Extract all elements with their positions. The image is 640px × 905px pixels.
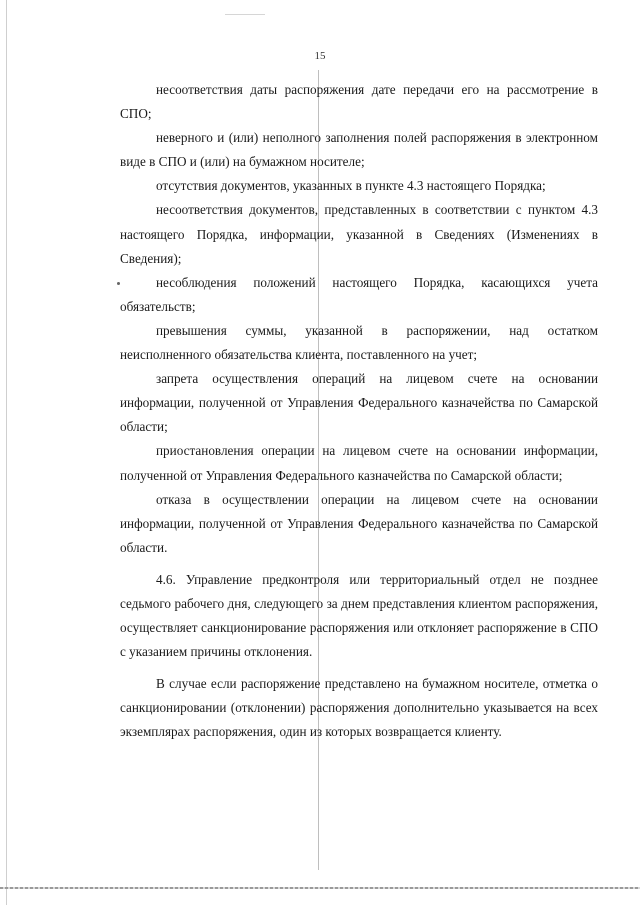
- scan-left-edge: [6, 0, 7, 905]
- document-body: [120, 78, 598, 745]
- paragraph: В случае если распоряжение представлено на бумажном носителе, отметка о санкционировании (отклонении) распоряжения дополнительно указывается на всех экземплярах распоряжения, один из которых возвращается клиенту.: [120, 676, 598, 740]
- paragraph: приостановления операции на лицевом счете на основании информации, полученной от Управления Федерального казначейства по Самарской области;: [120, 443, 598, 483]
- page-number: 15: [314, 50, 326, 62]
- paragraph: запрета осуществления операций на лицевом счете на основании информации, полученной от Управления Федерального казначейства по Самарской области;: [120, 371, 598, 435]
- paragraph-section-4-6: 4.6. Управление предконтроля или территориальный отдел не позднее седьмого рабочего дня, следующего за днем представления клиентом распоряжения, осуществляет санкционирование распоряжения или отклоняет распоряжение в СПО с указанием причины отклонения.: [120, 571, 598, 660]
- paragraph: неверного и (или) неполного заполнения полей распоряжения в электронном виде в СПО и (или) на бумажном носителе;: [120, 130, 598, 170]
- paragraph: несоответствия даты распоряжения дате передачи его на рассмотрение в СПО;: [120, 82, 598, 122]
- scan-top-mark: [225, 14, 265, 15]
- paragraph: несоблюдения положений настоящего Порядка, касающихся учета обязательств;: [120, 274, 598, 314]
- paragraph: отказа в осуществлении операции на лицевом счете на основании информации, полученной от Управления Федерального казначейства по Самарской области.: [120, 491, 598, 555]
- scan-bottom-edge: [0, 887, 640, 889]
- paragraph: превышения суммы, указанной в распоряжении, над остатком неисполненного обязательства клиента, поставленного на учет;: [120, 322, 598, 363]
- paragraph: отсутствия документов, указанных в пункте 4.3 настоящего Порядка;: [156, 178, 546, 194]
- paragraph: несоответствия документов, представленных в соответствии с пунктом 4.3 настоящего Порядка, информации, указанной в Сведениях (Изменениях в Сведения);: [120, 202, 598, 266]
